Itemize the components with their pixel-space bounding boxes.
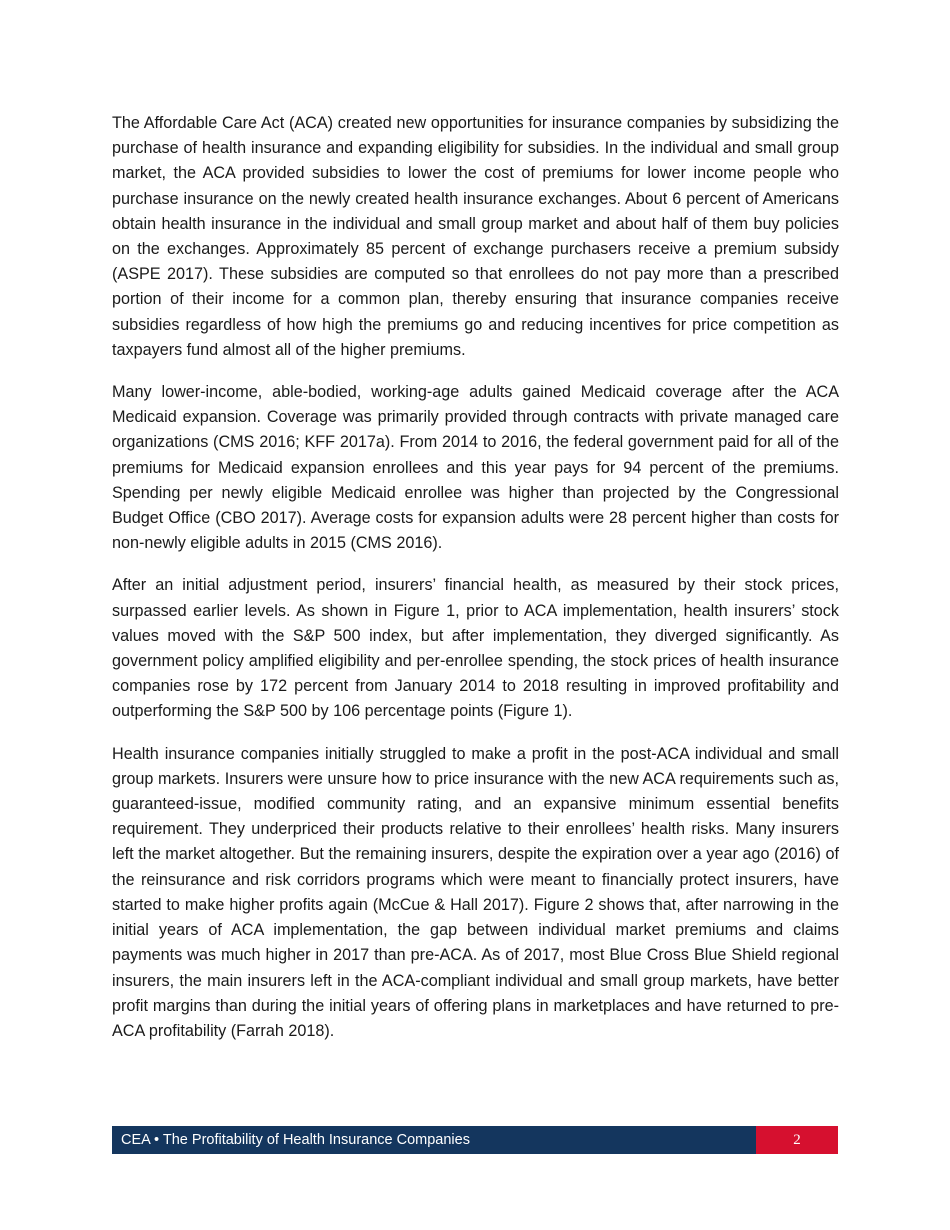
paragraph-medicaid-expansion: Many lower-income, able-bodied, working-age adults gained Medicaid coverage after the ACA Medicaid expansion. Coverage was primarily provided through contracts with private managed care organizations (CMS 2016; KFF 2017a). From 2014 to 2016, the federal government paid for all of the premiums for Medicaid expansion enrollees and this year pays for 94 percent of the premiums. Spending per newly eligible Medicaid enrollee was higher than projected by the Congressional Budget Office (CBO 2017). Average costs for expansion adults were 28 percent higher than costs for non-newly eligible adults in 2015 (CMS 2016). bbox=[112, 383, 839, 553]
footer-title: CEA • The Profitability of Health Insurance Companies bbox=[112, 1126, 756, 1154]
paragraph-insurer-profits: Health insurance companies initially struggled to make a profit in the post-ACA individual and small group markets. Insurers were unsure how to price insurance with the new ACA requirements such as, guaranteed-issue, modified community rating, and an expansive minimum essential benefits requirement. They underpriced their products relative to their enrollees’ health risks. Many insurers left the market altogether. But the remaining insurers, despite the expiration over a year ago (2016) of the reinsurance and risk corridors programs which were meant to financially protect insurers, have started to make higher profits again (McCue & Hall 2017). Figure 2 shows that, after narrowing in the initial years of ACA implementation, the gap between individual market premiums and claims payments was much higher in 2017 than pre-ACA. As of 2017, most Blue Cross Blue Shield regional insurers, the main insurers left in the ACA-compliant individual and small group markets, have better profit margins than during the initial years of offering plans in marketplaces and have returned to pre-ACA profitability (Farrah 2018). bbox=[112, 744, 839, 1040]
paragraph-stock-prices: After an initial adjustment period, insurers’ financial health, as measured by their stock prices, surpassed earlier levels. As shown in Figure 1, prior to ACA implementation, health insurers’ stock values moved with the S&P 500 index, but after implementation, they diverged significantly. As government policy amplified eligibility and per-enrollee spending, the stock prices of health insurance companies rose by 172 percent from January 2014 to 2018 resulting in improved profitability and outperforming the S&P 500 by 106 percentage points (Figure 1). bbox=[112, 576, 839, 721]
document-body bbox=[112, 111, 839, 1061]
paragraph-aca-subsidies: The Affordable Care Act (ACA) created new opportunities for insurance companies by subsidizing the purchase of health insurance and expanding eligibility for subsidies. In the individual and small group market, the ACA provided subsidies to lower the cost of premiums for lower income people who purchase insurance on the newly created health insurance exchanges. About 6 percent of Americans obtain health insurance in the individual and small group market and about half of them buy policies on the exchanges. Approximately 85 percent of exchange purchasers receive a premium subsidy (ASPE 2017). These subsidies are computed so that enrollees do not pay more than a prescribed portion of their income for a common plan, thereby ensuring that insurance companies receive subsidies regardless of how high the premiums go and reducing incentives for price competition as taxpayers fund almost all of the higher premiums. bbox=[112, 114, 839, 359]
page-number: 2 bbox=[756, 1126, 838, 1154]
page-footer bbox=[112, 1126, 838, 1154]
